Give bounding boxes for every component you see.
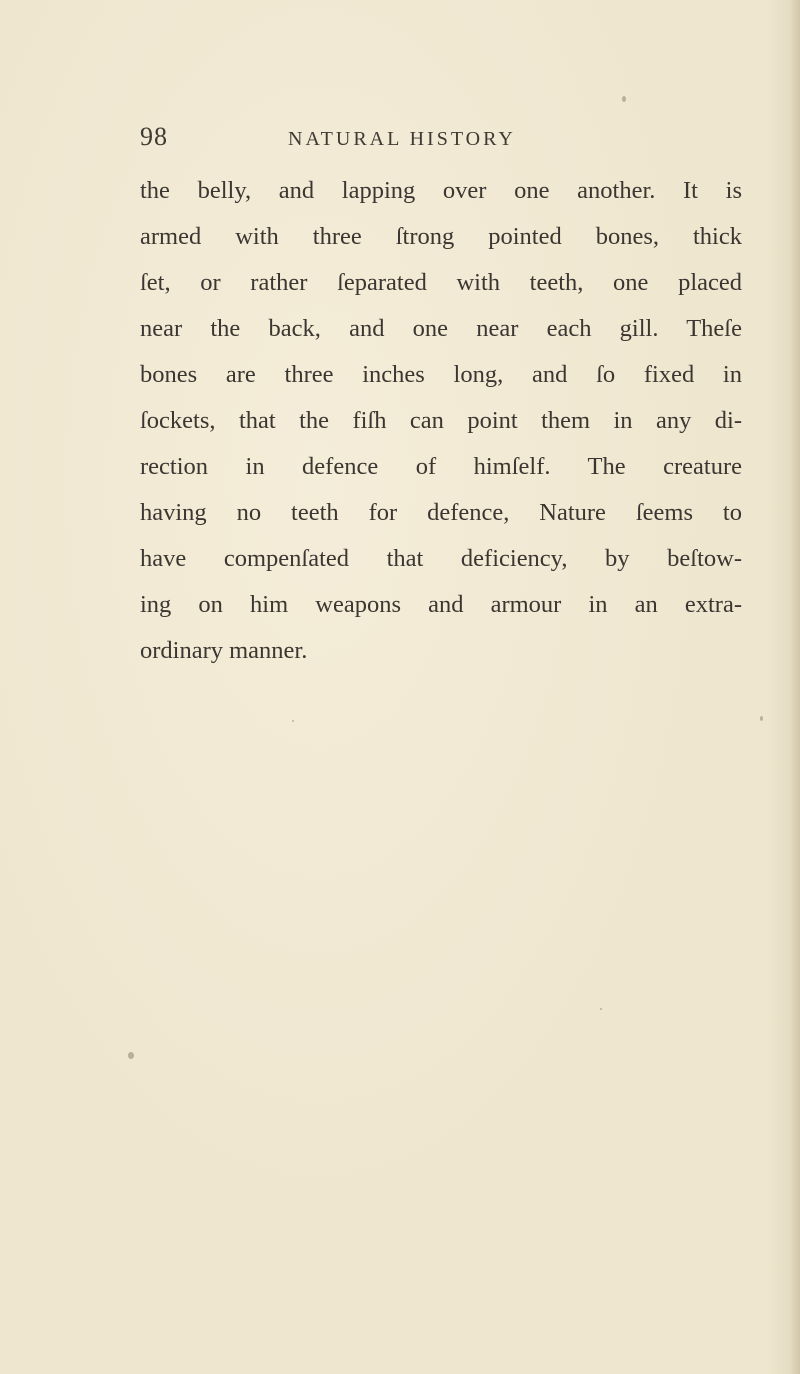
text-line: ordinary manner.: [140, 637, 308, 664]
text-line: the belly, and lapping over one another. It is: [140, 177, 742, 204]
text-line: having no teeth for defence, Nature ſeems to: [140, 499, 742, 526]
text-line: rection in defence of himſelf. The creature: [140, 453, 742, 480]
running-head: NATURAL HISTORY: [288, 128, 516, 150]
body-text: [140, 168, 742, 674]
page-number: 98: [140, 122, 168, 151]
paper-speck: [622, 96, 626, 102]
page-header: [140, 122, 740, 162]
paper-speck: [760, 716, 763, 721]
text-line: near the back, and one near each gill. Theſe: [140, 315, 742, 342]
paper-speck: [292, 720, 294, 722]
text-line: ing on him weapons and armour in an extra-: [140, 591, 742, 618]
paper-speck: [128, 1052, 134, 1059]
text-line: armed with three ſtrong pointed bones, thick: [140, 223, 742, 250]
text-line: bones are three inches long, and ſo fixed in: [140, 361, 742, 388]
text-line: ſockets, that the fiſh can point them in any di-: [140, 407, 742, 434]
paper-speck: [600, 1008, 602, 1010]
page-edge-shadow: [790, 0, 800, 1374]
text-line: have compenſated that deficiency, by beſtow-: [140, 545, 742, 572]
text-line: ſet, or rather ſeparated with teeth, one placed: [140, 269, 742, 296]
